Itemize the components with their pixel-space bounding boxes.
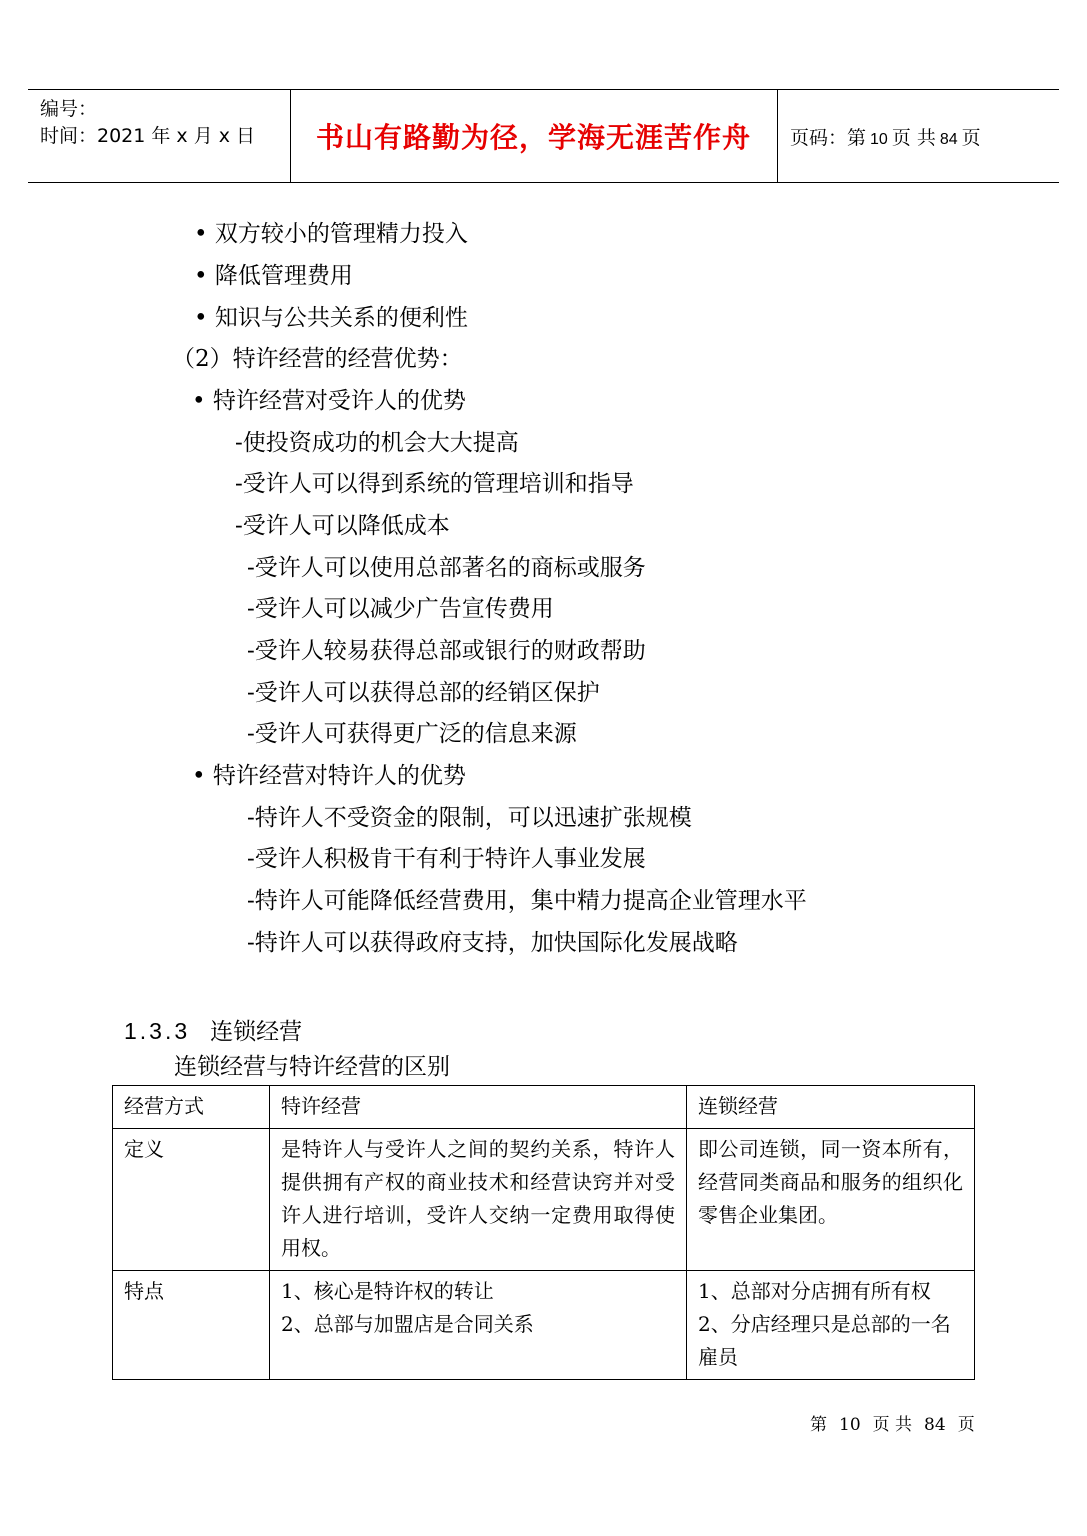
list-item: -特许人可能降低经营费用，集中精力提高企业管理水平 <box>247 888 807 914</box>
list-item: -受许人可以得到系统的管理培训和指导 <box>235 471 634 497</box>
franchise-feature-item: 1、核心是特许权的转让 <box>281 1279 494 1303</box>
list-item: -特许人不受资金的限制，可以迅速扩张规模 <box>247 805 692 831</box>
table-header-cell: 特许经营 <box>270 1086 687 1129</box>
chain-feature-item: 1、总部对分店拥有所有权 <box>698 1279 931 1303</box>
list-item: -使投资成功的机会大大提高 <box>235 430 519 456</box>
bullet-item: • 双方较小的管理精力投入 <box>194 221 468 247</box>
list-item: -受许人可获得更广泛的信息来源 <box>247 721 577 747</box>
section-heading <box>124 1013 302 1046</box>
franchise-definition: 是特许人与受许人之间的契约关系，特许人提供拥有产权的商业技术和经营诀窍并对受许人进行培训，受许人交纳一定费用取得使用权。 <box>270 1129 687 1271</box>
list-item: -受许人较易获得总部或银行的财政帮助 <box>247 638 646 664</box>
group-title-franchisee: • 特许经营对受许人的优势 <box>192 388 466 414</box>
list-item: -受许人可以降低成本 <box>235 513 450 539</box>
list-item: -受许人可以减少广告宣传费用 <box>247 596 554 622</box>
comparison-table <box>112 1085 975 1380</box>
page-footer <box>804 1410 981 1435</box>
group-title-franchisor: • 特许经营对特许人的优势 <box>192 763 466 789</box>
header-page-total: 84 <box>939 130 958 148</box>
chain-features <box>687 1271 975 1380</box>
table-header-row <box>113 1086 975 1129</box>
header-page-mid: 页 共 <box>891 126 936 149</box>
footer-suffix: 页 <box>957 1415 975 1435</box>
bullet-item: • 降低管理费用 <box>194 263 353 289</box>
section-number: 1.3.3 <box>124 1018 191 1044</box>
chain-feature-item: 2、分店经理只是总部的一名雇员 <box>698 1312 951 1369</box>
list-item: -特许人可以获得政府支持，加快国际化发展战略 <box>247 930 738 956</box>
header-meta-cell <box>28 90 291 182</box>
footer-page-current: 10 <box>839 1415 861 1435</box>
table-header-cell: 经营方式 <box>113 1086 270 1129</box>
table-row <box>113 1271 975 1380</box>
subsection-heading: （2）特许经营的经营优势： <box>172 346 463 372</box>
franchise-feature-item: 2、总部与加盟店是合同关系 <box>281 1312 534 1336</box>
row-label-definition: 定义 <box>113 1129 270 1271</box>
document-number-label: 编号： <box>40 98 98 120</box>
footer-page-total: 84 <box>924 1415 946 1435</box>
list-item: -受许人积极肯干有利于特许人事业发展 <box>247 846 646 872</box>
page-header <box>28 89 1059 183</box>
table-caption: 连锁经营与特许经营的区别 <box>174 1054 450 1080</box>
bullet-item: • 知识与公共关系的便利性 <box>194 305 468 331</box>
header-page-prefix: 页码：第 <box>790 126 867 149</box>
document-time: 时间：2021 年 x 月 x 日 <box>40 125 256 147</box>
table-header-cell: 连锁经营 <box>687 1086 975 1129</box>
chain-definition: 即公司连锁，同一资本所有，经营同类商品和服务的组织化零售企业集团。 <box>687 1129 975 1271</box>
footer-prefix: 第 <box>810 1415 827 1435</box>
header-page-current: 10 <box>870 130 888 148</box>
list-item: -受许人可以获得总部的经销区保护 <box>247 680 600 706</box>
row-label-features: 特点 <box>113 1271 270 1380</box>
header-motto-cell <box>290 90 778 182</box>
header-motto: 书山有路勤为径，学海无涯苦作舟 <box>315 121 751 154</box>
list-item: -受许人可以使用总部著名的商标或服务 <box>247 555 646 581</box>
section-title: 连锁经营 <box>210 1019 303 1045</box>
header-page-indicator <box>790 123 981 150</box>
table-row <box>113 1129 975 1271</box>
franchise-features <box>270 1271 687 1380</box>
header-page-cell <box>778 90 1059 182</box>
footer-mid: 页 共 <box>872 1415 913 1435</box>
header-page-suffix: 页 <box>961 126 981 149</box>
